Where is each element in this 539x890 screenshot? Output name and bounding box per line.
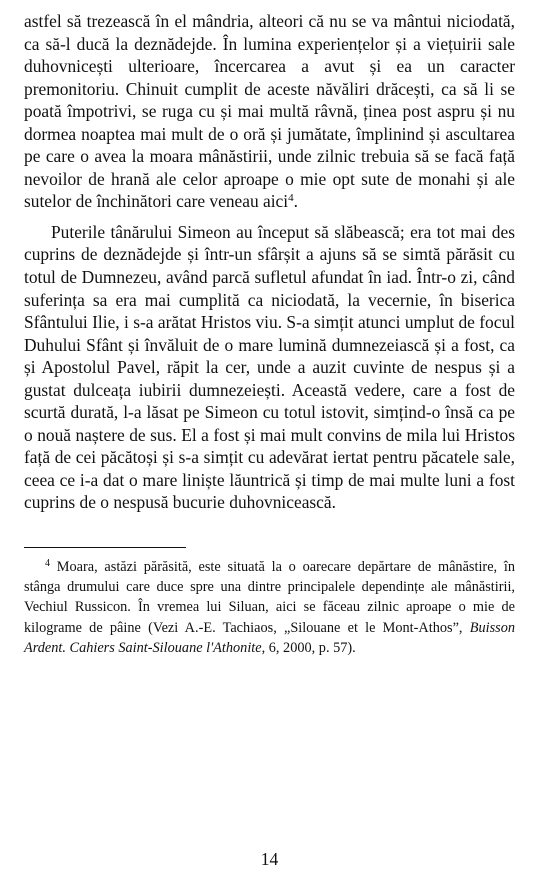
page-content xyxy=(24,10,515,658)
footnote-4 xyxy=(24,557,515,658)
footnote-journal-title: Buisson Ardent. Cahiers Saint-Silouane l'Athonite xyxy=(24,619,515,656)
footnote-text-start: Moara, astăzi părăsită, este situată la o oarecare depărtare de mânăstire, în stânga drumului care duce spre una dintre principalele dependințe ale mânăstirii, Vechiul Russicon. În vremea lui Siluan, aici se făceau zilnic aproape o mie de kilograme de pâine (Vezi A.-E. Tachiaos, „Silouane et le Mont-Athos”, xyxy=(24,559,515,636)
footnote-marker: 4 xyxy=(45,558,50,570)
paragraph-1-text: astfel să trezească în el mândria, alteori că nu se va mântui niciodată, ca să-l ducă la deznădejde. În lumina experiențelor și a viețuirii sale duhovnicești ulterioare, încercarea a avut și ea un caracter premonitoriu. Chinuit cumplit de aceste năvăliri drăcești, ca să li se poată împotrivi, se ruga cu și mai multă râvnă, ținea post aspru și nu dormea noaptea mai mult de o oră și jumătate, împlinind și ascultarea pe care o avea la moara mânăstirii, unde zilnic trebuia să se facă față nevoilor de hrană ale celor aproape o mie opt sute de monahi și ale sutelor de închinători care veneau aici xyxy=(24,11,515,212)
footnote-text-end: , 6, 2000, p. 57). xyxy=(261,639,356,656)
body-paragraph-1: astfel să trezească în el mândria, alteori că nu se va mântui niciodată, ca să-l ducă la deznădejde. În lumina experiențelor și a viețuirii sale duhovnicești ulterioare, încercarea a avut și ea un caracter premonitoriu. Chinuit cumplit de aceste năvăliri drăcești, ca să li se poată împotrivi, se ruga cu și mai multă râvnă, ținea post aspru și nu dormea noaptea mai mult de o oră și jumătate, împlinind și ascultarea pe care o avea la moara mânăstirii, unde zilnic trebuia să se facă față nevoilor de hrană ale celor aproape o mie opt sute de monahi și ale sutelor de închinători care veneau aici$^4$. xyxy=(24,11,515,212)
footnote-reference-4: 4 xyxy=(288,192,294,205)
body-paragraph-2: Puterile tânărului Simeon au început să slăbească; era tot mai des cuprins de deznădejde și într-un sfârșit a ajuns să se simtă părăsit cu totul de Dumnezeu, având parcă sufletul afundat în iad. Într-o zi, când suferința sa era mai cumplită ca niciodată, la vecernie, în biserica Sfântului Ilie, i s-a arătat Hristos viu. S-a simțit atunci umplut de focul Duhului Sfânt și învăluit de o mare lumină dumnezeiască și a fost, ca și Apostolul Pavel, răpit la cer, unde a auzit cuvinte de nespus și a gustat dulceața iubirii dumnezeiești. Această vedere, care a fost de scurtă durată, l-a lăsat pe Simeon cu totul istovit, simțind-o însă ca pe o nouă naștere de sus. El a fost și mai mult convins de mila lui Hristos față de cei păcătoși și s-a simțit cu adevărat iertat pentru păcatele sale, ceea ce i-a dat o mare liniște lăuntrică și timp de mai multe luni a fost cuprins de o nespusă bucurie duhovnicească. xyxy=(24,221,515,513)
footnote-separator xyxy=(24,547,186,548)
page-number: 14 xyxy=(260,849,279,869)
